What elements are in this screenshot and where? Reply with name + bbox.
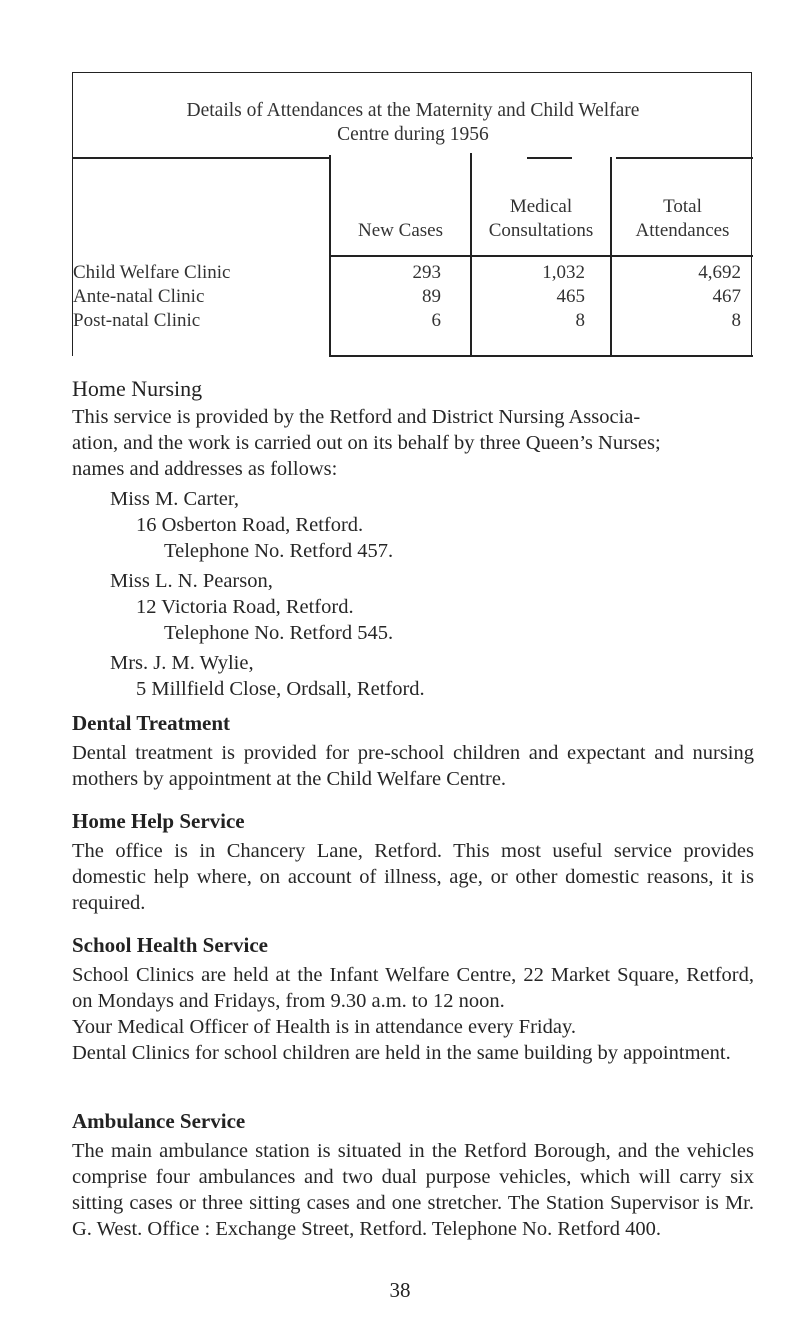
dental-paragraph: Dental treatment is provided for pre-school children and expectant and nursing mothers by appointment at the Child Welfare Centre. xyxy=(72,742,754,790)
header-rule-right xyxy=(616,157,753,159)
cell-new-cases: 89 xyxy=(422,286,441,307)
home-help-paragraph: The office is in Chancery Lane, Retford. This most useful service provides domestic help where, on account of illness, age, or other domestic reasons, it is required. xyxy=(72,840,754,914)
row-label: Child Welfare Clinic xyxy=(73,262,231,283)
section-heading-dental: Dental Treatment xyxy=(72,711,231,735)
col-header-total: Total Attendances xyxy=(635,196,730,241)
header-rule-left xyxy=(73,157,329,159)
nurse-name: Mrs. J. M. Wylie, xyxy=(110,652,254,674)
header-rule-mid xyxy=(527,157,572,159)
intro-line: This service is provided by the Retford and District Nursing Associa- xyxy=(72,406,641,428)
cell-total: 8 xyxy=(731,310,741,331)
col-header-medical: Medical Consultations xyxy=(488,196,594,241)
nurse-address: 5 Millfield Close, Ordsall, Retford. xyxy=(136,678,425,700)
nurse-name: Miss L. N. Pearson, xyxy=(110,570,273,592)
cell-medical: 8 xyxy=(575,310,585,331)
section-heading-home-nursing: Home Nursing xyxy=(72,376,203,401)
nurse-telephone: Telephone No. Retford 545. xyxy=(164,622,394,644)
col-header-new-cases: New Cases xyxy=(358,220,443,241)
cell-medical: 1,032 xyxy=(542,262,585,283)
intro-line: ation, and the work is carried out on its behalf by three Queen’s Nurses; xyxy=(72,432,661,454)
row-label: Post-natal Clinic xyxy=(73,310,201,331)
school-health-paragraph-1: School Clinics are held at the Infant Welfare Centre, 22 Market Square, Retford, on Mondays and Fridays, from 9.30 a.m. to 12 noon. xyxy=(72,964,754,1012)
section-heading-school-health: School Health Service xyxy=(72,933,268,957)
attendance-table xyxy=(72,72,752,356)
school-health-line-2: Your Medical Officer of Health is in attendance every Friday. xyxy=(72,1016,576,1038)
school-health-paragraph-3: Dental Clinics for school children are held in the same building by appointment. xyxy=(72,1042,731,1064)
nurse-name: Miss M. Carter, xyxy=(110,488,240,510)
cell-total: 4,692 xyxy=(698,262,741,283)
intro-line: names and addresses as follows: xyxy=(72,458,338,480)
cell-new-cases: 293 xyxy=(412,262,441,283)
nurse-address: 12 Victoria Road, Retford. xyxy=(136,596,354,618)
section-heading-home-help: Home Help Service xyxy=(72,809,245,833)
column-header-rule xyxy=(329,255,753,257)
cell-total: 467 xyxy=(712,286,741,307)
nurse-address: 16 Osberton Road, Retford. xyxy=(136,514,364,536)
nurse-telephone: Telephone No. Retford 457. xyxy=(164,540,394,562)
table-caption: Details of Attendances at the Maternity and Child Welfare Centre during 1956 xyxy=(186,100,640,145)
table-bottom-rule xyxy=(329,355,753,357)
cell-medical: 465 xyxy=(556,286,585,307)
cell-new-cases: 6 xyxy=(431,310,441,331)
row-label: Ante-natal Clinic xyxy=(73,286,205,307)
section-heading-ambulance: Ambulance Service xyxy=(72,1109,246,1133)
ambulance-paragraph: The main ambulance station is situated in the Retford Borough, and the vehicles comprise four ambulances and two dual purpose vehicles, which will carry six sitting cases or three sitting cases and one stretcher. The Station Supervisor is Mr. G. West. Office : Exchange Street, Retford. Telephone No. Retford 400. xyxy=(72,1140,754,1240)
page-number: 38 xyxy=(389,1278,411,1302)
